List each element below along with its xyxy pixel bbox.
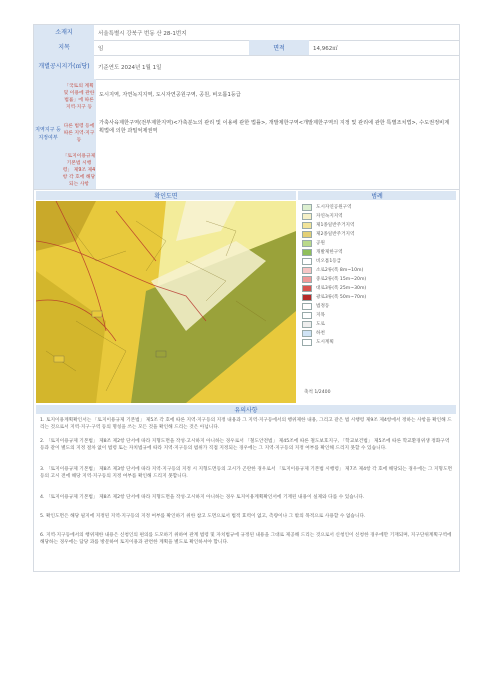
notes-title: 유의사항	[36, 405, 456, 414]
legend-swatch	[302, 339, 312, 346]
legend-item	[302, 239, 452, 247]
legend-item	[302, 248, 452, 256]
category-value: 임	[98, 45, 104, 52]
zoning-label: 지역지구 등 지정여부	[34, 79, 62, 189]
legend-item	[302, 311, 452, 319]
legend-item	[302, 221, 452, 229]
zoning-reason-2: 다른 법령 등에 따른 지역·지구 등	[63, 124, 95, 143]
legend-item	[302, 203, 452, 211]
land-use-certificate	[33, 24, 460, 572]
note-paragraph-4: 4. 「토지이용규제 기본법」 제8조 제2항 단서에 따라 지형도면을 작성·고시하지 아니하는 경우 토지이용계획확인서에 기재된 내용이 실제와 다를 수 있습니다.	[40, 495, 365, 500]
legend-swatch	[302, 222, 312, 229]
legend-swatch	[302, 249, 312, 256]
legend-swatch	[302, 285, 312, 292]
legend-swatch	[302, 321, 312, 328]
legend-item-label: 대로3류(폭 25m~30m)	[316, 286, 367, 291]
confirmation-map	[36, 201, 296, 403]
legend-swatch	[302, 303, 312, 310]
address-label: 소재지	[34, 25, 94, 40]
legend-swatch	[302, 231, 312, 238]
legend-item	[302, 257, 452, 265]
category-label: 지목	[34, 40, 94, 55]
map-scale: 축척 1/2400	[304, 390, 331, 395]
legend-item-label: 도시계획	[316, 340, 334, 345]
zoning-row	[34, 79, 459, 190]
map-section-title: 확인도면	[36, 191, 296, 200]
category-row	[34, 40, 459, 56]
legend-item	[302, 230, 452, 238]
legend-item-label: 공원	[316, 241, 325, 246]
legend-item-label: 제2종일반주거지역	[316, 232, 355, 237]
legend-item-label: 비오톱1등급	[316, 259, 342, 264]
area-value: 14,962㎡	[313, 45, 338, 52]
price-row	[34, 55, 459, 80]
map-graphic	[36, 201, 296, 403]
legend-item-label: 소로2류(폭 8m~10m)	[316, 268, 364, 273]
legend-swatch	[302, 213, 312, 220]
legend-item	[302, 302, 452, 310]
legend-item-label: 하천	[316, 331, 325, 336]
legend-swatch	[302, 258, 312, 265]
zoning-reason-3: 「토지이용규제 기본법 시행령」 제9조 제4항 각 호에 해당되는 사항	[62, 154, 96, 187]
legend-item-label: 광로3류(폭 50m~70m)	[316, 295, 367, 300]
legend-item-label: 중로2류(폭 15m~20m)	[316, 277, 367, 282]
legend-item	[302, 338, 452, 346]
note-paragraph-1: 1. 토지이용계획확인서는 「토지이용규제 기본법」 제5조 각 호에 따른 지역·지구등의 지정 내용과 그 지역·지구등에서의 행위제한 내용, 그리고 같은 법 시행령 제9조 제4항에서 정하는 사항을 확인해 드리는 것으로서 지역·지구·구역 등의 명칭을 쓰는 모든 것을 확인해 드리는 것은 아닙니다.	[40, 418, 452, 430]
legend-item	[302, 275, 452, 283]
zoning-reason-1: 「국토의 계획 및 이용에 관한 법률」에 따른 지역·지구 등	[63, 84, 95, 110]
legend-swatch	[302, 294, 312, 301]
legend-swatch	[302, 330, 312, 337]
legend-item	[302, 329, 452, 337]
legend-item	[302, 293, 452, 301]
legend-swatch	[302, 276, 312, 283]
price-value: 기준연도 2024년 1월 1일	[98, 65, 162, 71]
zoning-description-1: 도시지역, 자연녹지지역, 도시자연공원구역, 공원, 비오톱1등급	[99, 92, 241, 98]
legend-item-label: 자연녹지지역	[316, 214, 343, 219]
note-paragraph-6: 6. 지역·지구등에서의 행위제한 내용은 신청인의 편의를 도모하기 위하여 관계 법령 및 자치법규에 규정된 내용을 그대로 제공해 드리는 것으로서 신청인이 신청한 경우에만 기재되며, 지구단위계획구역에 해당하는 경우에는 담당 과를 방문하여 토지이용과 관련한 계획을 별도로 확인하셔야 합니다.	[40, 533, 452, 545]
legend-item	[302, 284, 452, 292]
legend-item-label: 법정동	[316, 304, 330, 309]
legend-item-label: 도로	[316, 322, 325, 327]
legend-item-label: 도시자연공원구역	[316, 205, 352, 210]
address-row	[34, 25, 459, 41]
legend-item	[302, 212, 452, 220]
zoning-description-2: 가축사육제한구역(전부제한지역)<가축분뇨의 관리 및 이용에 관한 법률>, 개발제한구역<개발제한구역의 지정 및 관리에 관한 특별조치법>, 수도권정비계획법에 의한 과밀억제권역	[99, 120, 450, 134]
legend-swatch	[302, 240, 312, 247]
note-paragraph-5: 5. 확인도면은 해당 필지에 지정된 지역·지구등의 지정 여부를 확인하기 위한 참고 도면으로서 법적 효력이 없고, 측량이나 그 밖의 목적으로 사용할 수 없습니다.	[40, 514, 366, 519]
legend-item	[302, 320, 452, 328]
legend-item-label: 지목	[316, 313, 325, 318]
note-paragraph-2: 2. 「토지이용규제 기본법」 제8조 제2항 단서에 따라 지형도면을 작성·고시하지 아니하는 경우로서 「철도안전법」 제45조에 따른 철도보호지구, 「학교보건법」 제5조에 따른 학교환경위생 정화구역 등과 같이 별도의 지정 절차 없이 법령 또는 자치법규에 따라 지역·지구등의 범위가 직접 지정되는 경우에는 그 지역·지구등의 지정 여부를 확인해 드리지 못할 수 있습니다.	[40, 439, 450, 451]
legend-item-label: 개발제한구역	[316, 250, 343, 255]
map-legend	[298, 201, 456, 403]
legend-item-label: 제1종일반주거지역	[316, 223, 355, 228]
legend-title: 범례	[298, 191, 456, 200]
address-value: 서울특별시 강북구 번동 산 28-1번지	[98, 30, 187, 37]
price-label: 개별공시지가(㎡당)	[34, 55, 94, 79]
legend-item	[302, 266, 452, 274]
note-paragraph-3: 3. 「토지이용규제 기본법」 제8조 제3항 단서에 따라 지역·지구등의 지정 시 지형도면등의 고시가 곤란한 경우로서 「토지이용규제 기본법 시행령」 제7조 제4항 각 호에 해당되는 경우에는 그 지형도면등의 고시 전에 해당 지역·지구등의 지정 여부를 확인해 드리지 못합니다.	[40, 467, 453, 479]
area-label: 면적	[249, 40, 309, 55]
legend-swatch	[302, 204, 312, 211]
legend-swatch	[302, 312, 312, 319]
legend-swatch	[302, 267, 312, 274]
